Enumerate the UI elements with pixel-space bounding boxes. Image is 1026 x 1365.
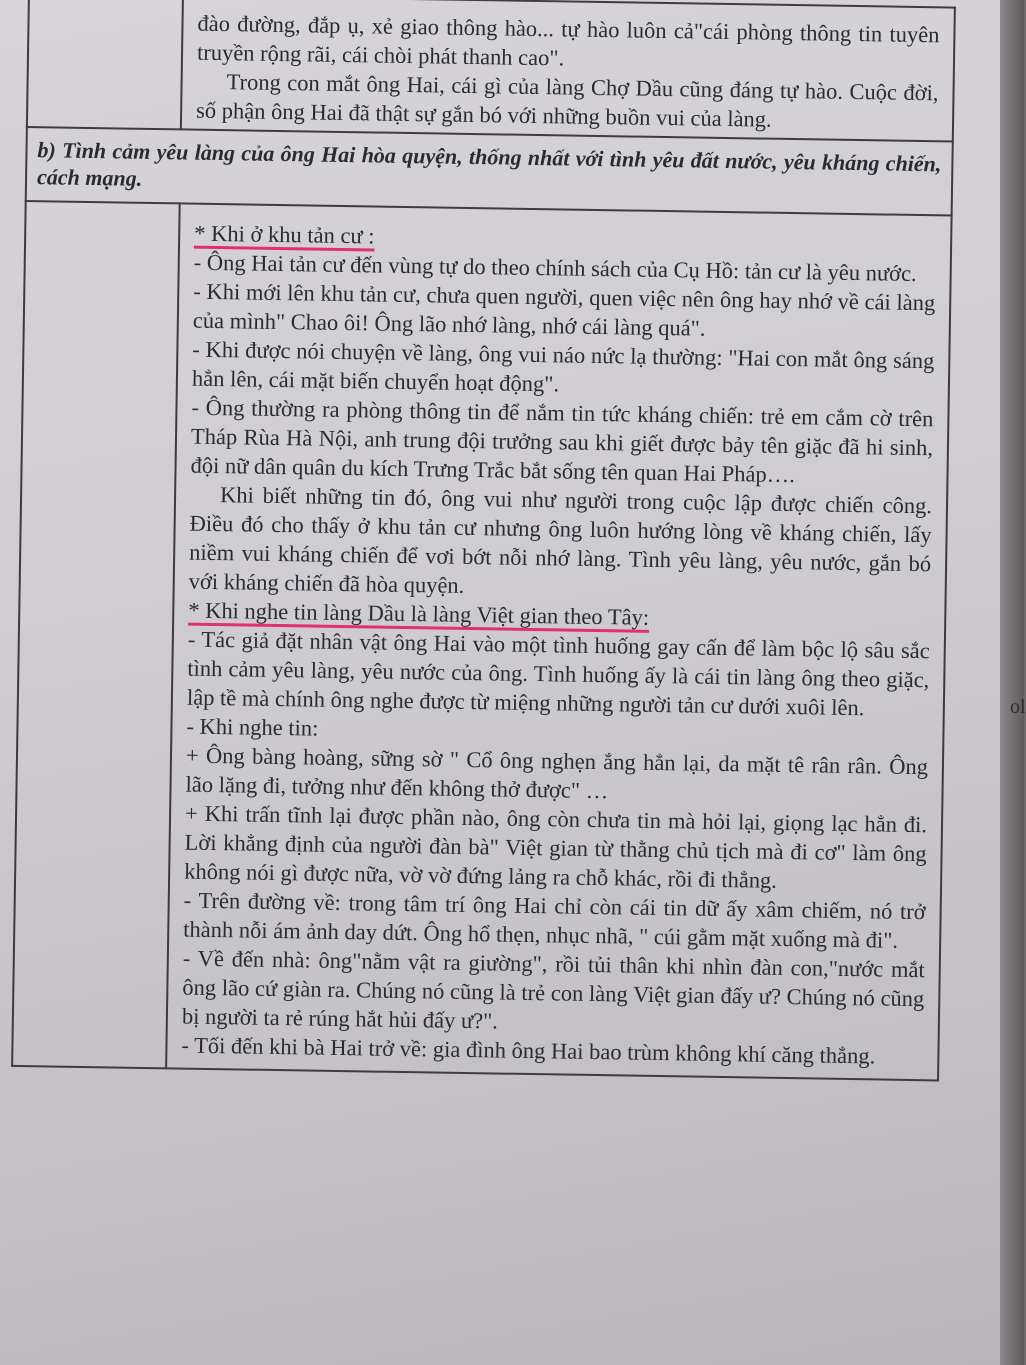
paragraph: + Ông bàng hoàng, sững sờ " Cổ ông nghẹn ắng hẳn lại, da mặt tê rân rân. Ông lão lặng đi, tưởng như đến không thở được" … <box>185 742 929 804</box>
paragraph: Trong con mắt ông Hai, cái gì của làng Chợ Dầu cũng đáng tự hào. Cuộc đời, số phận ông Hai đã thật sự gắn bó với những buồn vui của làng. <box>195 69 939 132</box>
table-row <box>12 201 951 1080</box>
highlighted-heading: * Khi nghe tin làng Dầu là làng Việt gian theo Tây: <box>188 597 650 630</box>
paragraph: - Trên đường về: trong tâm trí ông Hai chỉ còn cái tin dữ ấy xâm chiếm, nó trở thành nỗi ám ảnh day dứt. Ông hổ thẹn, nhục nhã, " cúi gằm mặt xuống mà đi". <box>183 887 926 953</box>
paragraph: - Về đến nhà: ông"nằm vật ra giường", rồi tủi thân khi nhìn đàn con,"nước mắt ông lão cứ giàn ra. Chúng nó cũng là trẻ con làng Việt gian đấy ư? Chúng nó cũng bị người ta rẻ rúng hắt hủi đấy ư?". <box>181 945 925 1034</box>
paragraph: - Ông Hai tản cư đến vùng tự do theo chính sách của Cụ Hồ: tản cư là yêu nước. <box>193 249 917 286</box>
table-row <box>27 0 955 142</box>
paragraph: - Khi mới lên khu tản cư, chưa quen người, quen việc nên ông hay nhớ về cái làng của mình" Chao ôi! Ông lão nhớ làng, nhớ cái làng quá". <box>192 278 936 341</box>
paragraph: + Khi trấn tĩnh lại được phần nào, ông còn chưa tin mà hỏi lại, giọng lạc hẳn đi. Lời khẳng định của người đàn bà" Việt gian từ thằng chủ tịch mà đi cơ" làm ông không nói gì được nữa, vờ vờ đứng lảng ra chỗ khác, rồi đi thẳng. <box>184 800 928 893</box>
paragraph: - Khi được nói chuyện về làng, ông vui náo nức lạ thường: "Hai con mắt ông sáng hẳn lên, cái mặt biến chuyển hoạt động". <box>191 336 935 397</box>
paragraph: - Khi nghe tin: <box>186 713 319 741</box>
paragraph: - Tác giả đặt nhân vật ông Hai vào một tình huống gay cấn để làm bộc lộ sâu sắc tình cảm yêu làng, yêu nước của ông. Tình huống ấy là cái tin làng ông theo giặc, lập tề mà chính ông nghe được từ miệng những người tản cư dưới xuôi lên. <box>186 626 930 721</box>
left-column-cell <box>12 201 180 1068</box>
content-cell <box>181 0 955 142</box>
outline-table <box>11 0 956 1081</box>
paragraph: Khi biết những tin đó, ông vui như người trong cuộc lập được chiến công. Điều đó cho thấy ở khu tản cư nhưng ông luôn hướng lòng về kháng chiến, lấy niềm vui kháng chiến để vơi bớt nỗi nhớ làng. Tình yêu làng, yêu nước, gắn bó với kháng chiến đã hòa quyện. <box>188 482 933 598</box>
content-cell <box>166 203 951 1080</box>
background-page-edge <box>1000 0 1024 1365</box>
left-column-cell <box>27 0 183 129</box>
paragraph: - Ông thường ra phòng thông tin để nắm tin tức kháng chiến: trẻ em cắm cờ trên Tháp Rùa Hà Nội, anh trung đội trưởng sau khi giết được bảy tên giặc đã hi sinh, đội nữ dân quân du kích Trưng Trắc bắt sống tên quan Hai Pháp…. <box>190 394 934 488</box>
section-heading: b) Tình cảm yêu làng của ông Hai hòa quyện, thống nhất với tình yêu đất nước, yêu kháng chiến, cách mạng. <box>36 137 942 191</box>
paragraph: đào đường, đắp ụ, xẻ giao thông hào... tự hào luôn cả"cái phòng thông tin tuyên truyền rộng rãi, cái chòi phát thanh cao". <box>196 10 940 71</box>
highlighted-heading: * Khi ở khu tản cư : <box>194 220 375 249</box>
edge-text-fragment: ol <box>1010 696 1026 718</box>
paragraph: - Tối đến khi bà Hai trở về: gia đình ông Hai bao trùm không khí căng thẳng. <box>181 1032 876 1069</box>
